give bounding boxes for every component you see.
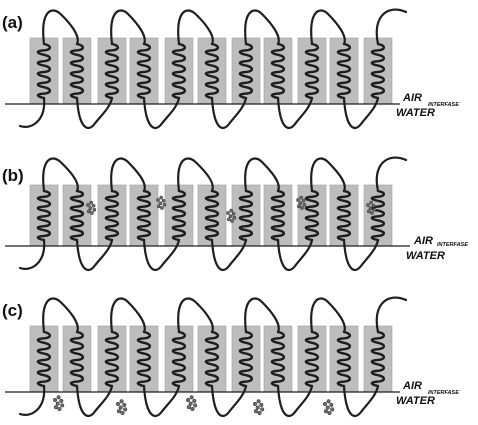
molecule-atom	[330, 408, 334, 412]
molecule-atom	[60, 404, 64, 408]
molecule-atom	[193, 399, 197, 403]
molecule-atom	[296, 198, 299, 201]
molecule-atom	[121, 411, 125, 415]
molecule-atom	[230, 219, 233, 222]
molecule-atom	[57, 396, 61, 400]
molecule-cluster-icon	[53, 396, 64, 411]
molecule-atom	[370, 211, 373, 214]
panel-b	[2, 158, 468, 270]
molecule-atom	[323, 402, 327, 406]
molecule-atom	[253, 402, 257, 406]
molecule-atom	[56, 402, 60, 406]
molecule-atom	[230, 209, 233, 212]
molecule-atom	[373, 208, 376, 211]
panel-label: (c)	[2, 301, 23, 320]
air-label: AIR	[403, 380, 422, 392]
molecule-atom	[256, 406, 260, 410]
molecule-atom	[53, 398, 57, 402]
molecule-atom	[260, 408, 264, 412]
molecule-atom	[300, 206, 303, 209]
molecule-atom	[324, 409, 328, 413]
molecule-atom	[229, 215, 232, 218]
panel-a	[2, 10, 459, 128]
molecule-atom	[367, 210, 370, 213]
molecule-atom	[58, 407, 62, 411]
molecule-atom	[160, 206, 163, 209]
molecule-atom	[160, 196, 163, 199]
molecule-atom	[60, 399, 64, 403]
molecule-atom	[233, 216, 236, 219]
molecule-atom	[193, 404, 197, 408]
molecule-atom	[303, 203, 306, 206]
molecule-atom	[120, 400, 124, 404]
molecule-atom	[116, 402, 120, 406]
water-label: WATER	[406, 250, 445, 262]
molecule-atom	[300, 196, 303, 199]
molecule-atom	[372, 204, 375, 207]
molecule-atom	[297, 205, 300, 208]
molecule-atom	[258, 411, 262, 415]
interface-label: INTERFASE	[428, 390, 459, 396]
molecule-cluster-icon	[116, 400, 127, 415]
molecule-atom	[369, 207, 372, 210]
molecule-atom	[326, 406, 330, 410]
molecule-atom	[90, 211, 93, 214]
molecule-atom	[163, 203, 166, 206]
interface-label: INTERFASE	[437, 242, 468, 248]
molecule-atom	[257, 400, 261, 404]
molecule-atom	[159, 202, 162, 205]
molecule-atom	[87, 210, 90, 213]
molecule-atom	[226, 211, 229, 214]
molecule-atom	[92, 204, 95, 207]
air-label: AIR	[414, 235, 433, 247]
molecule-atom	[157, 205, 160, 208]
water-label: WATER	[396, 395, 435, 407]
molecule-cluster-icon	[253, 400, 264, 415]
molecule-atom	[119, 406, 123, 410]
panel-label: (b)	[2, 166, 24, 185]
molecule-atom	[86, 203, 89, 206]
panel-c	[2, 298, 459, 416]
molecule-atom	[254, 409, 258, 413]
molecule-atom	[370, 201, 373, 204]
molecule-atom	[302, 199, 305, 202]
molecule-atom	[90, 201, 93, 204]
air-label: AIR	[403, 92, 422, 104]
water-label: WATER	[396, 107, 435, 119]
molecule-cluster-icon	[323, 400, 334, 415]
molecule-atom	[191, 407, 195, 411]
molecule-atom	[89, 207, 92, 210]
molecule-atom	[123, 403, 127, 407]
molecule-atom	[232, 212, 235, 215]
molecule-atom	[227, 218, 230, 221]
molecule-atom	[123, 408, 127, 412]
molecule-atom	[299, 202, 302, 205]
molecule-atom	[54, 405, 58, 409]
molecule-atom	[186, 398, 190, 402]
molecule-atom	[330, 403, 334, 407]
molecule-atom	[187, 405, 191, 409]
molecule-atom	[366, 203, 369, 206]
molecule-atom	[190, 396, 194, 400]
molecule-atom	[327, 400, 331, 404]
molecule-atom	[93, 208, 96, 211]
molecule-atom	[328, 411, 332, 415]
molecule-atom	[189, 402, 193, 406]
panel-label: (a)	[2, 13, 23, 32]
molecule-atom	[156, 198, 159, 201]
molecule-cluster-icon	[186, 396, 197, 411]
molecule-atom	[260, 403, 264, 407]
molecule-atom	[117, 409, 121, 413]
molecule-atom	[162, 199, 165, 202]
interface-label: INTERFASE	[428, 102, 459, 108]
